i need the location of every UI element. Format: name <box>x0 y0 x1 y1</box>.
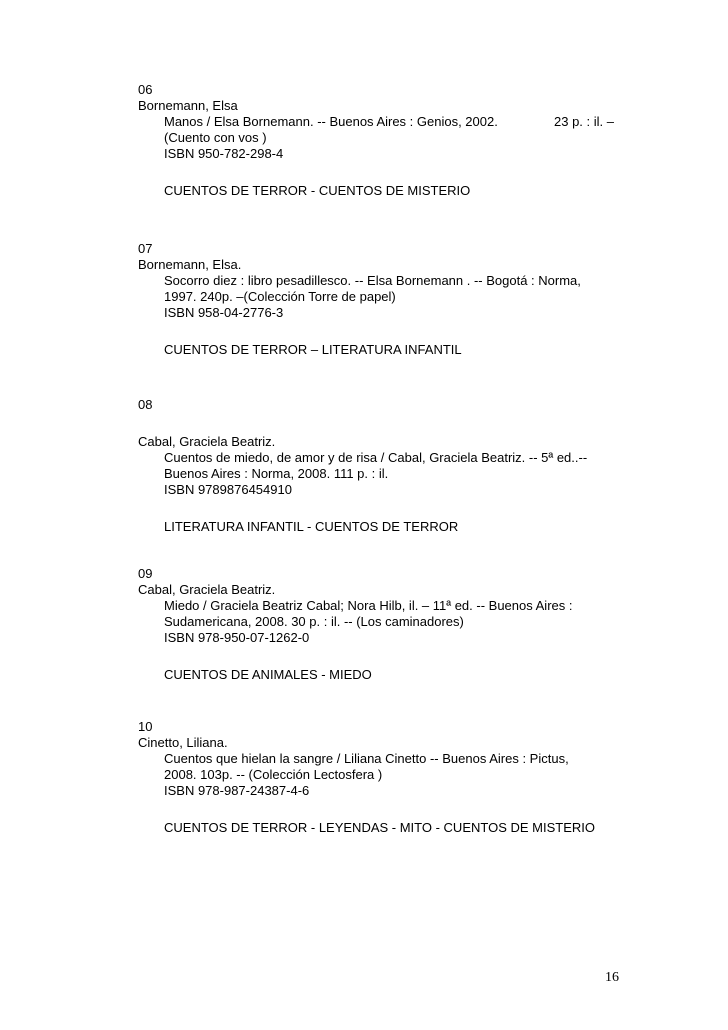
entry-subjects: CUENTOS DE ANIMALES - MIEDO <box>164 667 372 682</box>
catalog-entry-09 <box>138 566 658 683</box>
catalog-entry-06 <box>138 82 658 199</box>
entry-isbn-line: ISBN 950-782-298-4 <box>164 146 284 161</box>
entry-publisher-line: Sudamericana, 2008. 30 p. : il. -- (Los caminadores) <box>164 614 464 629</box>
entry-title-line: Miedo / Graciela Beatriz Cabal; Nora Hilb, il. – 11ª ed. -- Buenos Aires : <box>164 598 573 613</box>
entry-number: 07 <box>138 241 153 256</box>
entry-publisher-line: Buenos Aires : Norma, 2008. 111 p. : il. <box>164 466 389 481</box>
entry-publisher-line: 2008. 103p. -- (Colección Lectosfera ) <box>164 767 383 782</box>
entry-author: Cabal, Graciela Beatriz. <box>138 434 276 449</box>
entry-title-line: Cuentos que hielan la sangre / Liliana Cinetto -- Buenos Aires : Pictus, <box>164 751 569 766</box>
entry-subjects: CUENTOS DE TERROR - LEYENDAS - MITO - CUENTOS DE MISTERIO <box>164 820 595 835</box>
entry-subjects: LITERATURA INFANTIL - CUENTOS DE TERROR <box>164 519 459 534</box>
catalog-entry-08 <box>138 397 658 535</box>
entry-title-line <box>138 114 658 130</box>
entry-series-line: (Cuento con vos ) <box>164 130 267 145</box>
entry-number: 09 <box>138 566 153 581</box>
entry-isbn-line: ISBN 958-04-2776-3 <box>164 305 284 320</box>
entry-isbn-line: ISBN 978-987-24387-4-6 <box>164 783 310 798</box>
entry-subjects: CUENTOS DE TERROR - CUENTOS DE MISTERIO <box>164 183 471 198</box>
entry-author: Bornemann, Elsa. <box>138 257 242 272</box>
entry-author: Bornemann, Elsa <box>138 98 238 113</box>
entry-subjects: CUENTOS DE TERROR – LITERATURA INFANTIL <box>164 342 462 357</box>
entry-number: 08 <box>138 397 153 412</box>
catalog-entry-10 <box>138 719 658 836</box>
entry-number: 06 <box>138 82 153 97</box>
entry-number: 10 <box>138 719 153 734</box>
page-number: 16 <box>605 970 619 985</box>
entry-title-text: Manos / Elsa Bornemann. -- Buenos Aires : Genios, 2002. <box>164 114 498 129</box>
entry-isbn-line: ISBN 978-950-07-1262-0 <box>164 630 310 645</box>
entry-isbn-line: ISBN 9789876454910 <box>164 482 292 497</box>
entry-title-line: Cuentos de miedo, de amor y de risa / Cabal, Graciela Beatriz. -- 5ª ed..-- <box>164 450 588 465</box>
entry-title-line: Socorro diez : libro pesadillesco. -- Elsa Bornemann . -- Bogotá : Norma, <box>164 273 581 288</box>
entry-author: Cabal, Graciela Beatriz. <box>138 582 276 597</box>
entry-author: Cinetto, Liliana. <box>138 735 228 750</box>
entry-pagination: 23 p. : il. – <box>554 114 614 129</box>
entry-publisher-line: 1997. 240p. –(Colección Torre de papel) <box>164 289 396 304</box>
catalog-entry-07 <box>138 241 658 358</box>
